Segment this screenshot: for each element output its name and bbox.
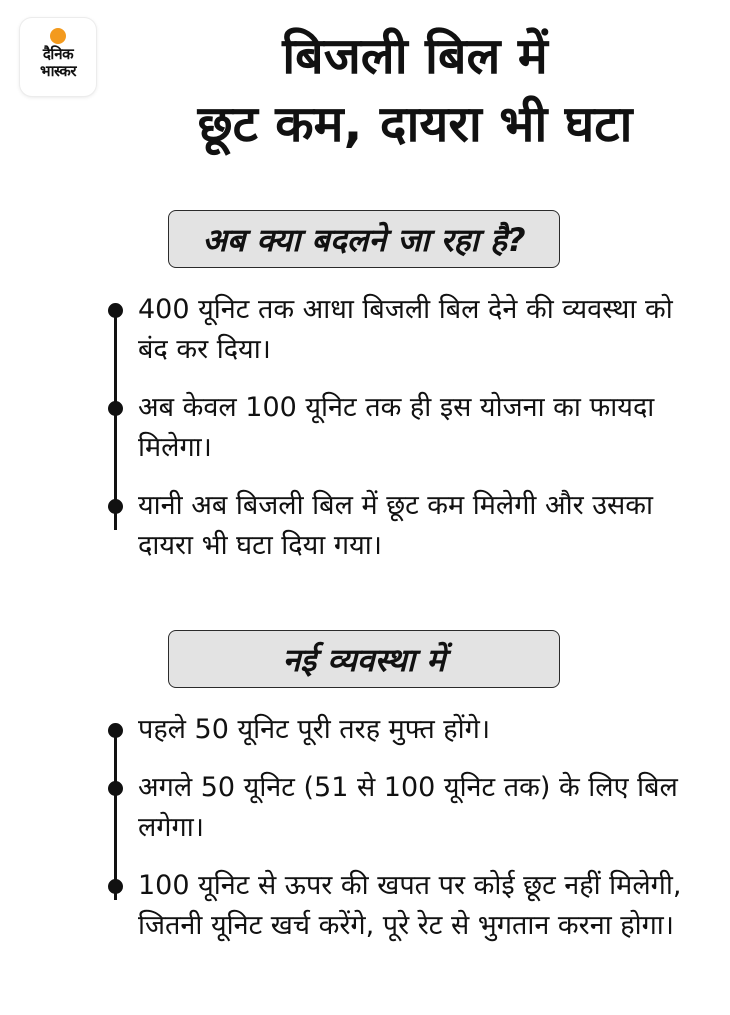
list-item	[100, 486, 690, 566]
logo-line-1: दैनिक	[42, 45, 74, 63]
list-item	[100, 768, 690, 848]
bullet-dot-icon	[108, 303, 123, 318]
bullet-dot-icon	[108, 879, 123, 894]
section1-list	[100, 290, 690, 584]
list-item-text: 400 यूनिट तक आधा बिजली बिल देने की व्यवस्था को बंद कर दिया।	[138, 294, 673, 365]
list-item	[100, 290, 690, 370]
bullet-dot-icon	[108, 401, 123, 416]
list-item	[100, 710, 690, 750]
title-line-1: बिजली बिल में	[282, 27, 548, 85]
list-item-text: अगले 50 यूनिट (51 से 100 यूनिट तक) के लिए बिल लगेगा।	[138, 772, 678, 843]
section2-list	[100, 710, 690, 964]
list-item	[100, 866, 690, 946]
sun-icon	[50, 28, 66, 44]
list-item-text: यानी अब बिजली बिल में छूट कम मिलेगी और उसका दायरा भी घटा दिया गया।	[138, 490, 654, 561]
bullet-dot-icon	[108, 499, 123, 514]
section1-heading: अब क्या बदलने जा रहा है?	[168, 210, 560, 268]
page-title	[100, 22, 730, 158]
title-line-2: छूट कम, दायरा भी घटा	[197, 95, 633, 153]
bullet-dot-icon	[108, 781, 123, 796]
section2-heading: नई व्यवस्था में	[168, 630, 560, 688]
bullet-dot-icon	[108, 723, 123, 738]
list-item-text: पहले 50 यूनिट पूरी तरह मुफ्त होंगे।	[138, 714, 491, 745]
dainik-bhaskar-logo	[20, 18, 96, 96]
list-item-text: अब केवल 100 यूनिट तक ही इस योजना का फायदा मिलेगा।	[138, 392, 655, 463]
list-item-text: 100 यूनिट से ऊपर की खपत पर कोई छूट नहीं मिलेगी, जितनी यूनिट खर्च करेंगे, पूरे रेट से भुगतान करना होगा।	[138, 870, 682, 941]
logo-line-2: भास्कर	[40, 62, 76, 80]
list-item	[100, 388, 690, 468]
